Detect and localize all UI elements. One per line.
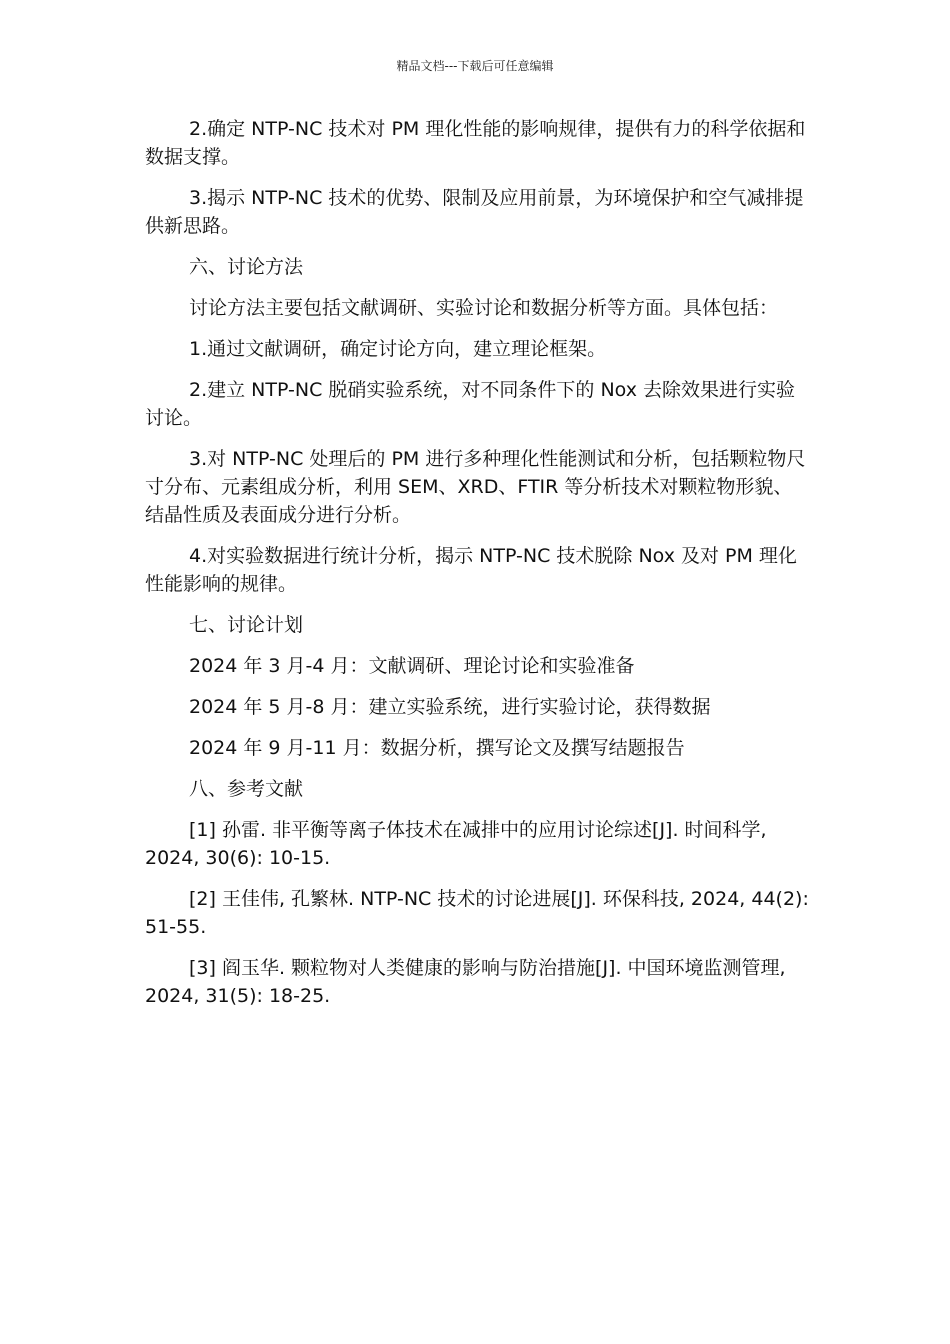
method-item-1: 1.通过文献调研，确定讨论方向，建立理论框架。 [189, 338, 607, 360]
objective-2: 2.确定 NTP-NC 技术对 PM 理化性能的影响规律，提供有力的科学依据和数据支撑。 [145, 118, 806, 168]
method-item-3: 3.对 NTP-NC 处理后的 PM 进行多种理化性能测试和分析，包括颗粒物尺寸分布、元素组成分析，利用 SEM、XRD、FTIR 等分析技术对颗粒物形貌、结晶性质及表面成分进行分析。 [145, 448, 806, 526]
section-heading-methods: 六、讨论方法 [189, 256, 304, 278]
reference-1: [1] 孙雷. 非平衡等离子体技术在减排中的应用讨论综述[J]. 时间科学, 2024, 30(6): 10-15. [145, 819, 767, 869]
method-item-4: 4.对实验数据进行统计分析，揭示 NTP-NC 技术脱除 Nox 及对 PM 理化性能影响的规律。 [145, 545, 797, 595]
page-header: 精品文档---下载后可任意编辑 [396, 59, 554, 73]
section-heading-plan: 七、讨论计划 [189, 614, 304, 636]
section-heading-references: 八、参考文献 [189, 778, 304, 800]
reference-2: [2] 王佳伟, 孔繁林. NTP-NC 技术的讨论进展[J]. 环保科技, 2024, 44(2): 51-55. [145, 888, 809, 938]
document-body [145, 115, 810, 1023]
method-item-2: 2.建立 NTP-NC 脱硝实验系统，对不同条件下的 Nox 去除效果进行实验讨论。 [145, 379, 795, 429]
methods-intro: 讨论方法主要包括文献调研、实验讨论和数据分析等方面。具体包括： [189, 297, 779, 319]
plan-item-2: 2024 年 5 月-8 月：建立实验系统，进行实验讨论，获得数据 [189, 696, 711, 718]
objective-3: 3.揭示 NTP-NC 技术的优势、限制及应用前景，为环境保护和空气减排提供新思路。 [145, 187, 804, 237]
plan-item-1: 2024 年 3 月-4 月：文献调研、理论讨论和实验准备 [189, 655, 635, 677]
reference-3: [3] 阎玉华. 颗粒物对人类健康的影响与防治措施[J]. 中国环境监测管理, 2024, 31(5): 18-25. [145, 957, 786, 1007]
plan-item-3: 2024 年 9 月-11 月：数据分析，撰写论文及撰写结题报告 [189, 737, 685, 759]
